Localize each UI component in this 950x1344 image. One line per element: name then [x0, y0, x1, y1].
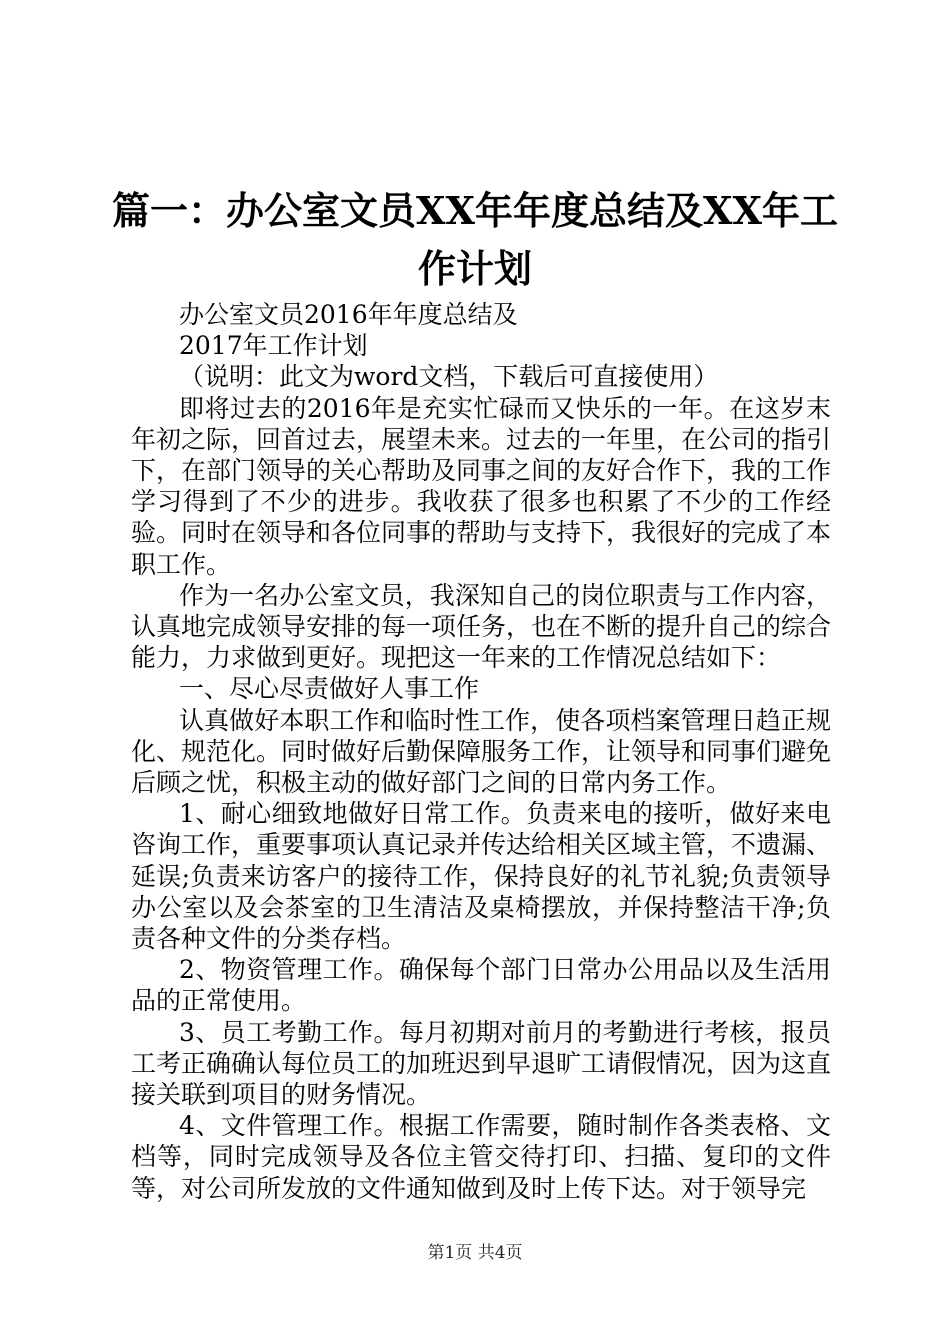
- list-item-documents: 4、文件管理工作。根据工作需要，随时制作各类表格、文档等，同时完成领导及各位主管交待打印、扫描、复印的文件等，对公司所发放的文件通知做到及时上传下达。对于领导完: [131, 1111, 831, 1203]
- list-item-materials: 2、物资管理工作。确保每个部门日常办公用品以及生活用品的正常使用。: [131, 955, 831, 1016]
- paragraph-intro: 即将过去的2016年是充实忙碌而又快乐的一年。在这岁末年初之际，回首过去，展望未来。过去的一年里，在公司的指引下，在部门领导的关心帮助及同事之间的友好合作下，我的工作学习得到了不少的进步。我收获了很多也积累了不少的工作经验。同时在领导和各位同事的帮助与支持下，我很好的完成了本职工作。: [131, 393, 832, 579]
- page-number: 第1页 共4页: [427, 1243, 523, 1263]
- list-item-attendance: 3、员工考勤工作。每月初期对前月的考勤进行考核，报员工考正确确认每位员工的加班迟到早退旷工请假情况，因为这直接关联到项目的财务情况。: [131, 1017, 832, 1110]
- subtitle-line-1: 办公室文员2016年年度总结及: [179, 300, 518, 329]
- usage-note: （说明：此文为word文档，下载后可直接使用）: [179, 362, 719, 392]
- section-heading-personnel: 一、尽心尽责做好人事工作: [179, 674, 480, 704]
- subtitle-line-2: 2017年工作计划: [179, 331, 368, 361]
- list-item-daily-work: 1、耐心细致地做好日常工作。负责来电的接听，做好来电咨询工作，重要事项认真记录并传达给相关区域主管，不遗漏、延误;负责来访客户的接待工作，保持良好的礼节礼貌;负责领导办公室以及会茶室的卫生清洁及桌椅摆放，并保持整洁干净;负责各种文件的分类存档。: [131, 799, 832, 954]
- paragraph-role: 作为一名办公室文员，我深知自己的岗位职责与工作内容，认真地完成领导安排的每一项任务，也在不断的提升自己的综合能力，力求做到更好。现把这一年来的工作情况总结如下：: [131, 580, 832, 673]
- paragraph-duties: 认真做好本职工作和临时性工作，使各项档案管理日趋正规化、规范化。同时做好后勤保障服务工作，让领导和同事们避免后顾之忧，积极主动的做好部门之间的日常内务工作。: [131, 705, 832, 798]
- document-title: 篇一：办公室文员XX年年度总结及XX年工作计划: [112, 188, 838, 291]
- document-body: [131, 299, 831, 1204]
